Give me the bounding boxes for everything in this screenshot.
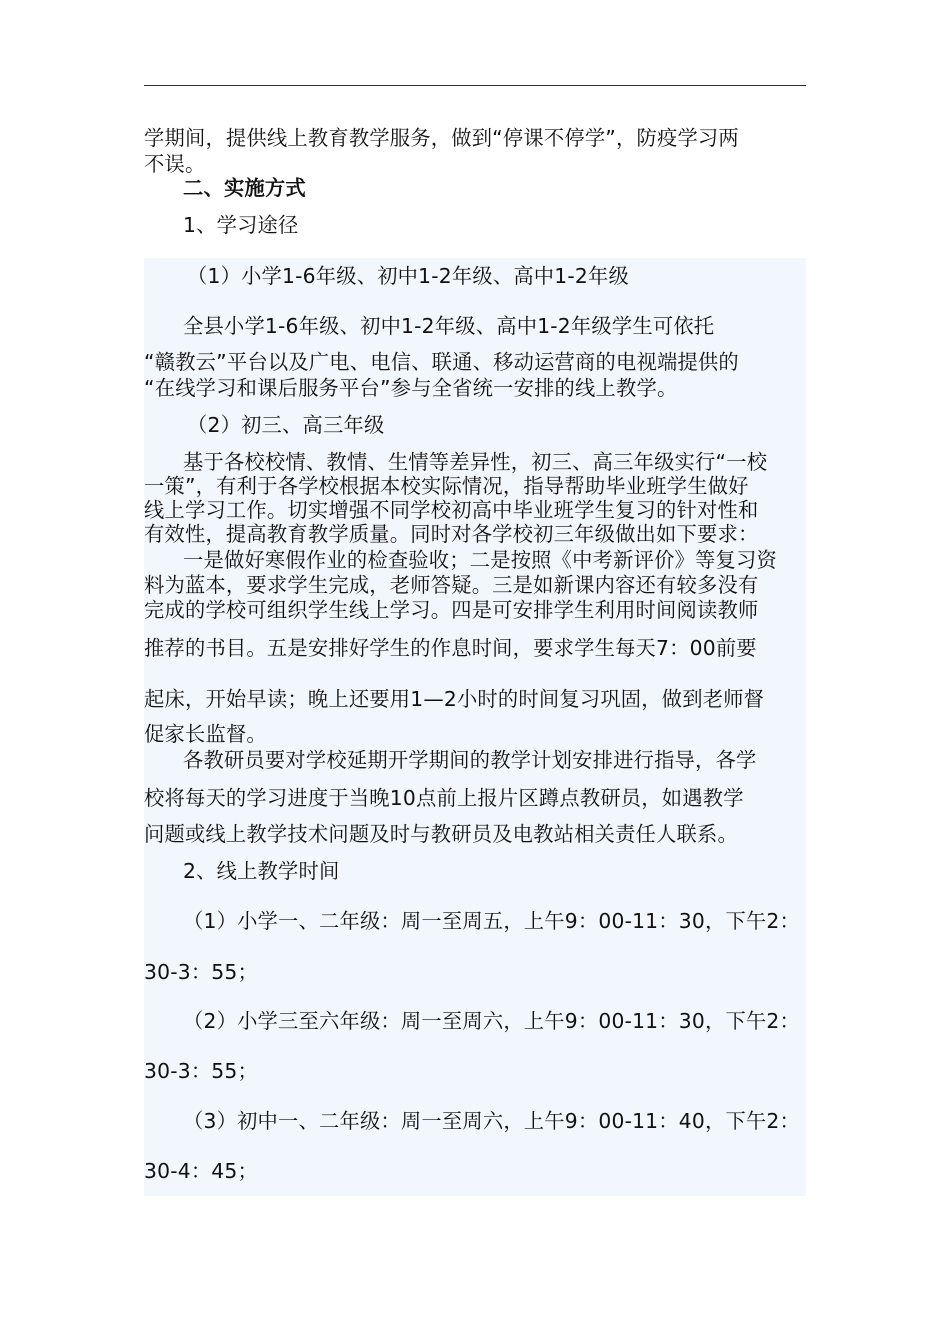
schedule-line: 30-3：55； <box>144 1059 258 1083</box>
text-line: 问题或线上教学技术问题及时与教研员及电教站相关责任人联系。 <box>144 822 738 846</box>
subsection-heading: 2、线上教学时间 <box>183 859 340 883</box>
header-rule <box>144 85 806 86</box>
schedule-line: （1）小学一、二年级：周一至周五，上午9：00-11：30，下午2： <box>183 909 801 933</box>
text-line: 不误。 <box>144 152 206 176</box>
text-line: 料为蓝本，要求学生完成，老师答疑。三是如新课内容还有较多没有 <box>144 573 759 597</box>
schedule-line: （3）初中一、二年级：周一至周六，上午9：00-11：40，下午2： <box>183 1109 801 1133</box>
text-line: 线上学习工作。切实增强不同学校初高中毕业班学生复习的针对性和 <box>144 498 759 522</box>
text-line: 学期间，提供线上教育教学服务，做到“停课不停学”，防疫学习两 <box>144 126 739 150</box>
text-line: 一是做好寒假作业的检查验收；二是按照《中考新评价》等复习资 <box>183 548 777 572</box>
item-heading: （2）初三、高三年级 <box>187 413 385 437</box>
text-line: “在线学习和课后服务平台”参与全省统一安排的线上教学。 <box>144 376 678 400</box>
schedule-line: 30-4：45； <box>144 1159 258 1183</box>
text-line: “赣教云”平台以及广电、电信、联通、移动运营商的电视端提供的 <box>144 350 739 374</box>
text-line: 促家长监督。 <box>144 722 267 746</box>
item-heading: （1）小学1-6年级、初中1-2年级、高中1-2年级 <box>187 264 629 288</box>
text-line: 推荐的书目。五是安排好学生的作息时间，要求学生每天7：00前要 <box>144 636 757 660</box>
section-heading: 二、实施方式 <box>183 176 306 200</box>
subsection-heading: 1、学习途径 <box>183 213 299 237</box>
schedule-line: 30-3：55； <box>144 960 258 984</box>
text-line: 各教研员要对学校延期开学期间的教学计划安排进行指导，各学 <box>183 748 757 772</box>
text-line: 校将每天的学习进度于当晚10点前上报片区蹲点教研员，如遇教学 <box>144 786 744 810</box>
text-line: 有效性，提高教育教学质量。同时对各学校初三年级做出如下要求： <box>144 522 759 546</box>
text-line: 起床，开始早读；晚上还要用1—2小时的时间复习巩固，做到老师督 <box>144 687 765 711</box>
text-line: 基于各校校情、教情、生情等差异性，初三、高三年级实行“一校 <box>183 450 768 474</box>
text-line: 一策”，有利于各学校根据本校实际情况，指导帮助毕业班学生做好 <box>144 474 749 498</box>
text-line: 完成的学校可组织学生线上学习。四是可安排学生利用时间阅读教师 <box>144 598 759 622</box>
schedule-line: （2）小学三至六年级：周一至周六，上午9：00-11：30，下午2： <box>183 1009 801 1033</box>
text-line: 全县小学1-6年级、初中1-2年级、高中1-2年级学生可依托 <box>183 314 715 338</box>
